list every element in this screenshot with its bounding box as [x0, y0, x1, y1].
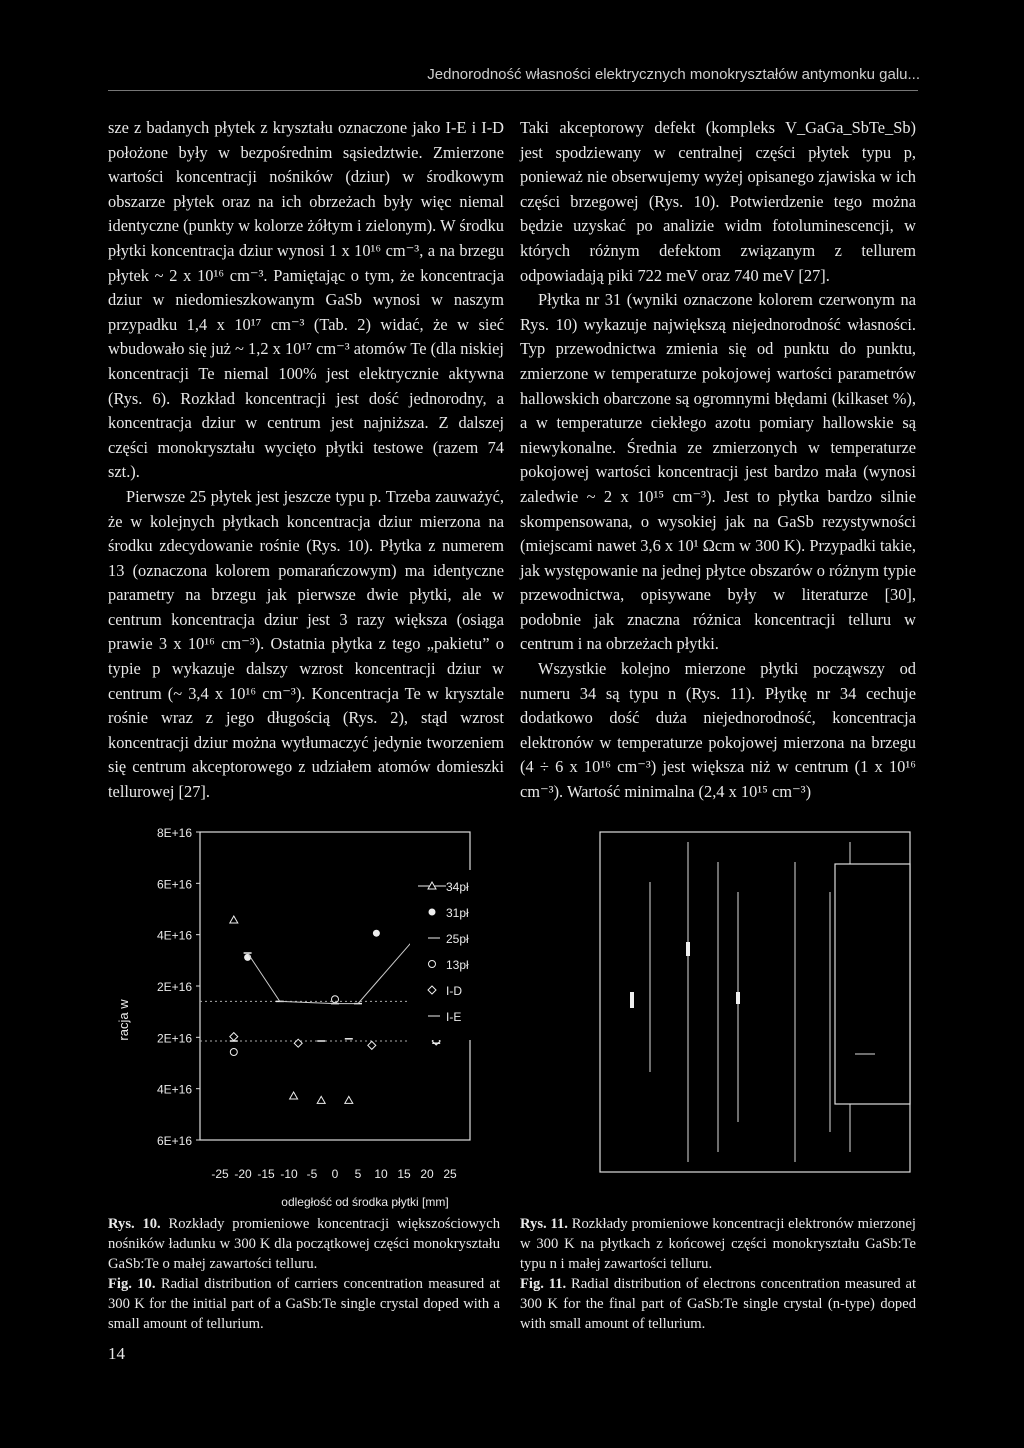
page-number: 14 [108, 1344, 125, 1363]
figure-11-chart [590, 822, 920, 1190]
fig10-y-tick-label: 2E+16 [156, 1031, 192, 1046]
fig10-data-point [230, 1033, 238, 1041]
fig10-data-point [368, 1041, 376, 1049]
fig10-x-axis-label: odległość od środka płytki [mm] [281, 1195, 449, 1209]
fig10-data-point [373, 930, 380, 937]
fig10-data-point [345, 1096, 353, 1103]
fig10-text-en: Radial distribution of carriers concentration measured at 300 K for the initial part of a GaSb:Te single crystal doped with a small amount of tellurium. [108, 1276, 500, 1332]
fig10-label-pl: Rys. 10. [108, 1216, 161, 1232]
fig10-legend-marker [429, 909, 436, 916]
left-paragraph-1: sze z badanych płytek z kryształu oznaczone jako I-E i I-D położone były w bezpośrednim sąsiedztwie. Zmierzone wartości koncentracji nośników (dziur) w środkowym obszarze płytek oraz na ich obrzeżach były więc niemal identyczne (punkty w kolorze żółtym i zielonym). W środku płytki koncentracja dziur wynosi 1 x 10¹⁶ cm⁻³, a na brzegu płytek ~ 2 x 10¹⁶ cm⁻³. Pamiętając o tym, że koncentracja dziur w niedomieszkowanym GaSb wynosi w naszym przypadku 1,4 x 10¹⁷ cm⁻³ (Tab. 2) widać, że w sieć wbudowało się już ~ 1,2 x 10¹⁷ cm⁻³ atomów Te (dla niskiej koncentracji Te niemal 100% jest elektrycznie aktywna (Rys. 6). Rozkład koncentracji jest dość jednorodny, a koncentracja dziur w centrum jest najniższa. Z dalszej części monokryształu wycięto płytki testowe (razem 74 szt.). [108, 118, 504, 482]
header-rule [108, 90, 918, 91]
left-column [108, 116, 504, 805]
fig10-legend-label: I-D [446, 984, 462, 998]
fig11-marker-block [686, 942, 690, 956]
fig10-legend-label: 25pł [446, 932, 469, 946]
caption-figure-11 [520, 1214, 916, 1334]
fig10-x-tick-label: 25 [443, 1167, 457, 1181]
fig10-y-axis-label: racja w [116, 999, 131, 1041]
fig10-legend-bg [410, 870, 480, 1040]
fig10-x-tick-label: 15 [397, 1167, 411, 1181]
fig11-label-en: Fig. 11. [520, 1276, 567, 1292]
fig10-series-line [248, 924, 427, 1003]
fig11-marker-block [736, 992, 740, 1004]
right-paragraph-3: Wszystkie kolejno mierzone płytki począwszy od numeru 34 są typu n (Rys. 11). Płytkę nr 34 cechuje dodatkowo dość duża niejednorodność, koncentracja elektronów w temperaturze pokojowej mierzona na brzegu (4 ÷ 6 x 10¹⁶ cm⁻³) jest większa niż w centrum (1 x 10¹⁶ cm⁻³). Wartość minimalna (2,4 x 10¹⁵ cm⁻³) [520, 659, 916, 802]
left-paragraph-2: Pierwsze 25 płytek jest jeszcze typu p. Trzeba zauważyć, że w kolejnych płytkach koncentracja dziur mierzona na środku zdecydowanie rośnie (Rys. 10). Płytka z numerem 13 (oznaczona kolorem pomarańczowym) ma identyczne parametry na brzegu jak pierwsze dwie płytki, ale w centrum koncentracja dziur jest 3 razy większa (osiąga prawie 3 x 10¹⁶ cm⁻³). Ostatnia płytka z tego „pakietu” o typie p wykazuje dalszy wzrost koncentracji dziur w centrum (~ 3,4 x 10¹⁶ cm⁻³). Koncentracja Te w krysztale rośnie wraz z jego długością (Rys. 2), stąd wzrost koncentracji dziur można wytłumaczyć jedynie tworzeniem się centrum akceptorowego z udziałem atomów domieszki tellurowej [27]. [108, 486, 504, 802]
right-paragraph-2: Płytka nr 31 (wyniki oznaczone kolorem czerwonym na Rys. 10) wykazuje największą niejednorodność własności. Typ przewodnictwa zmienia się od punktu do punktu, zmierzone w temperaturze pokojowej wartości parametrów hallowskich obarczone są ogromnymi błędami (kilkaset %), a w temperaturze ciekłego azotu pomiary hallowskie są niewykonalne. Średnia ze zmierzonych w temperaturze pokojowej wartości koncentracji jest bardzo mała (wynosi zaledwie ~ 2 x 10¹⁵ cm⁻³). Jest to płytka bardzo silnie skompensowana, o wysokiej jak na GaSb rezystywności (miejscami nawet 3,6 x 10¹ Ωcm w 300 K). Przypadki takie, jak występowanie na jednej płytce obszarów o różnym typie przewodnictwa, opisywane były w literaturze [30], podobnie jak znaczna różnica koncentracji telluru w centrum i na obrzeżach płytki. [520, 290, 916, 654]
fig11-marker-block [630, 992, 634, 1008]
running-header: Jednorodność własności elektrycznych monokryształów antymonku galu... [427, 66, 920, 83]
fig11-text-pl: Rozkłady promieniowe koncentracji elektronów mierzonej w 300 K na płytkach z końcowej części monokryształu GaSb:Te typu n i małej zawartości telluru. [520, 1216, 916, 1272]
fig10-x-tick-label: 0 [331, 1167, 339, 1181]
fig10-data-point [230, 1049, 237, 1056]
fig11-legend-box [835, 864, 910, 1104]
fig10-legend-label: 34pł [446, 880, 469, 894]
right-paragraph-1: Taki akceptorowy defekt (kompleks V_GaGa_SbTe_Sb) jest spodziewany w centralnej części płytek typu p, ponieważ nie obserwujemy wyżej opisanego zjawiska w ich części brzegowej (Rys. 10). Potwierdzenie tego można będzie uzyskać po analizie widm fotoluminescencji, w których różnym defektom związanym z tellurem odpowiadają piki 722 meV oraz 740 meV [27]. [520, 118, 916, 285]
fig10-data-point [290, 1092, 298, 1099]
fig10-y-tick-label: 6E+16 [156, 877, 192, 892]
fig10-x-tick-label: -25 [211, 1167, 229, 1181]
fig10-label-en: Fig. 10. [108, 1276, 156, 1292]
fig10-text-pl: Rozkłady promieniowe koncentracji większościowych nośników ładunku w 300 K dla początkowej części monokryształu GaSb:Te o małej zawartości telluru. [108, 1216, 500, 1272]
fig10-y-tick-label: 4E+16 [156, 928, 192, 943]
fig10-x-tick-label: -15 [257, 1167, 275, 1181]
fig10-data-point [230, 916, 238, 923]
fig10-y-tick-label: 2E+16 [156, 980, 192, 994]
fig10-x-tick-label: 20 [420, 1167, 434, 1181]
fig10-y-tick-label: 8E+16 [156, 826, 192, 840]
fig10-x-tick-label: 10 [374, 1167, 388, 1181]
fig10-x-tick-label: -5 [306, 1167, 318, 1181]
fig10-legend-label: 13pł [446, 958, 469, 972]
figure-11 [590, 822, 920, 1190]
fig10-x-tick-label: 5 [354, 1167, 362, 1181]
fig10-data-point [294, 1039, 302, 1047]
figure-10-chart [100, 820, 520, 1209]
fig10-legend-label: I-E [446, 1010, 462, 1024]
fig10-y-tick-label: 6E+16 [156, 1134, 192, 1148]
fig11-label-pl: Rys. 11. [520, 1216, 568, 1232]
figure-10 [100, 820, 520, 1209]
fig10-x-tick-label: -10 [280, 1167, 298, 1181]
fig10-legend-label: 31pł [446, 906, 469, 920]
fig10-data-point [317, 1096, 325, 1103]
fig10-y-tick-label: 4E+16 [156, 1082, 192, 1097]
fig11-text-en: Radial distribution of electrons concentration measured at 300 K for the final part of GaSb:Te single crystal (n-type) doped with small amount of tellurium. [520, 1276, 916, 1332]
right-column [520, 116, 916, 805]
caption-figure-10 [108, 1214, 500, 1334]
fig10-x-tick-label: -20 [234, 1167, 252, 1181]
